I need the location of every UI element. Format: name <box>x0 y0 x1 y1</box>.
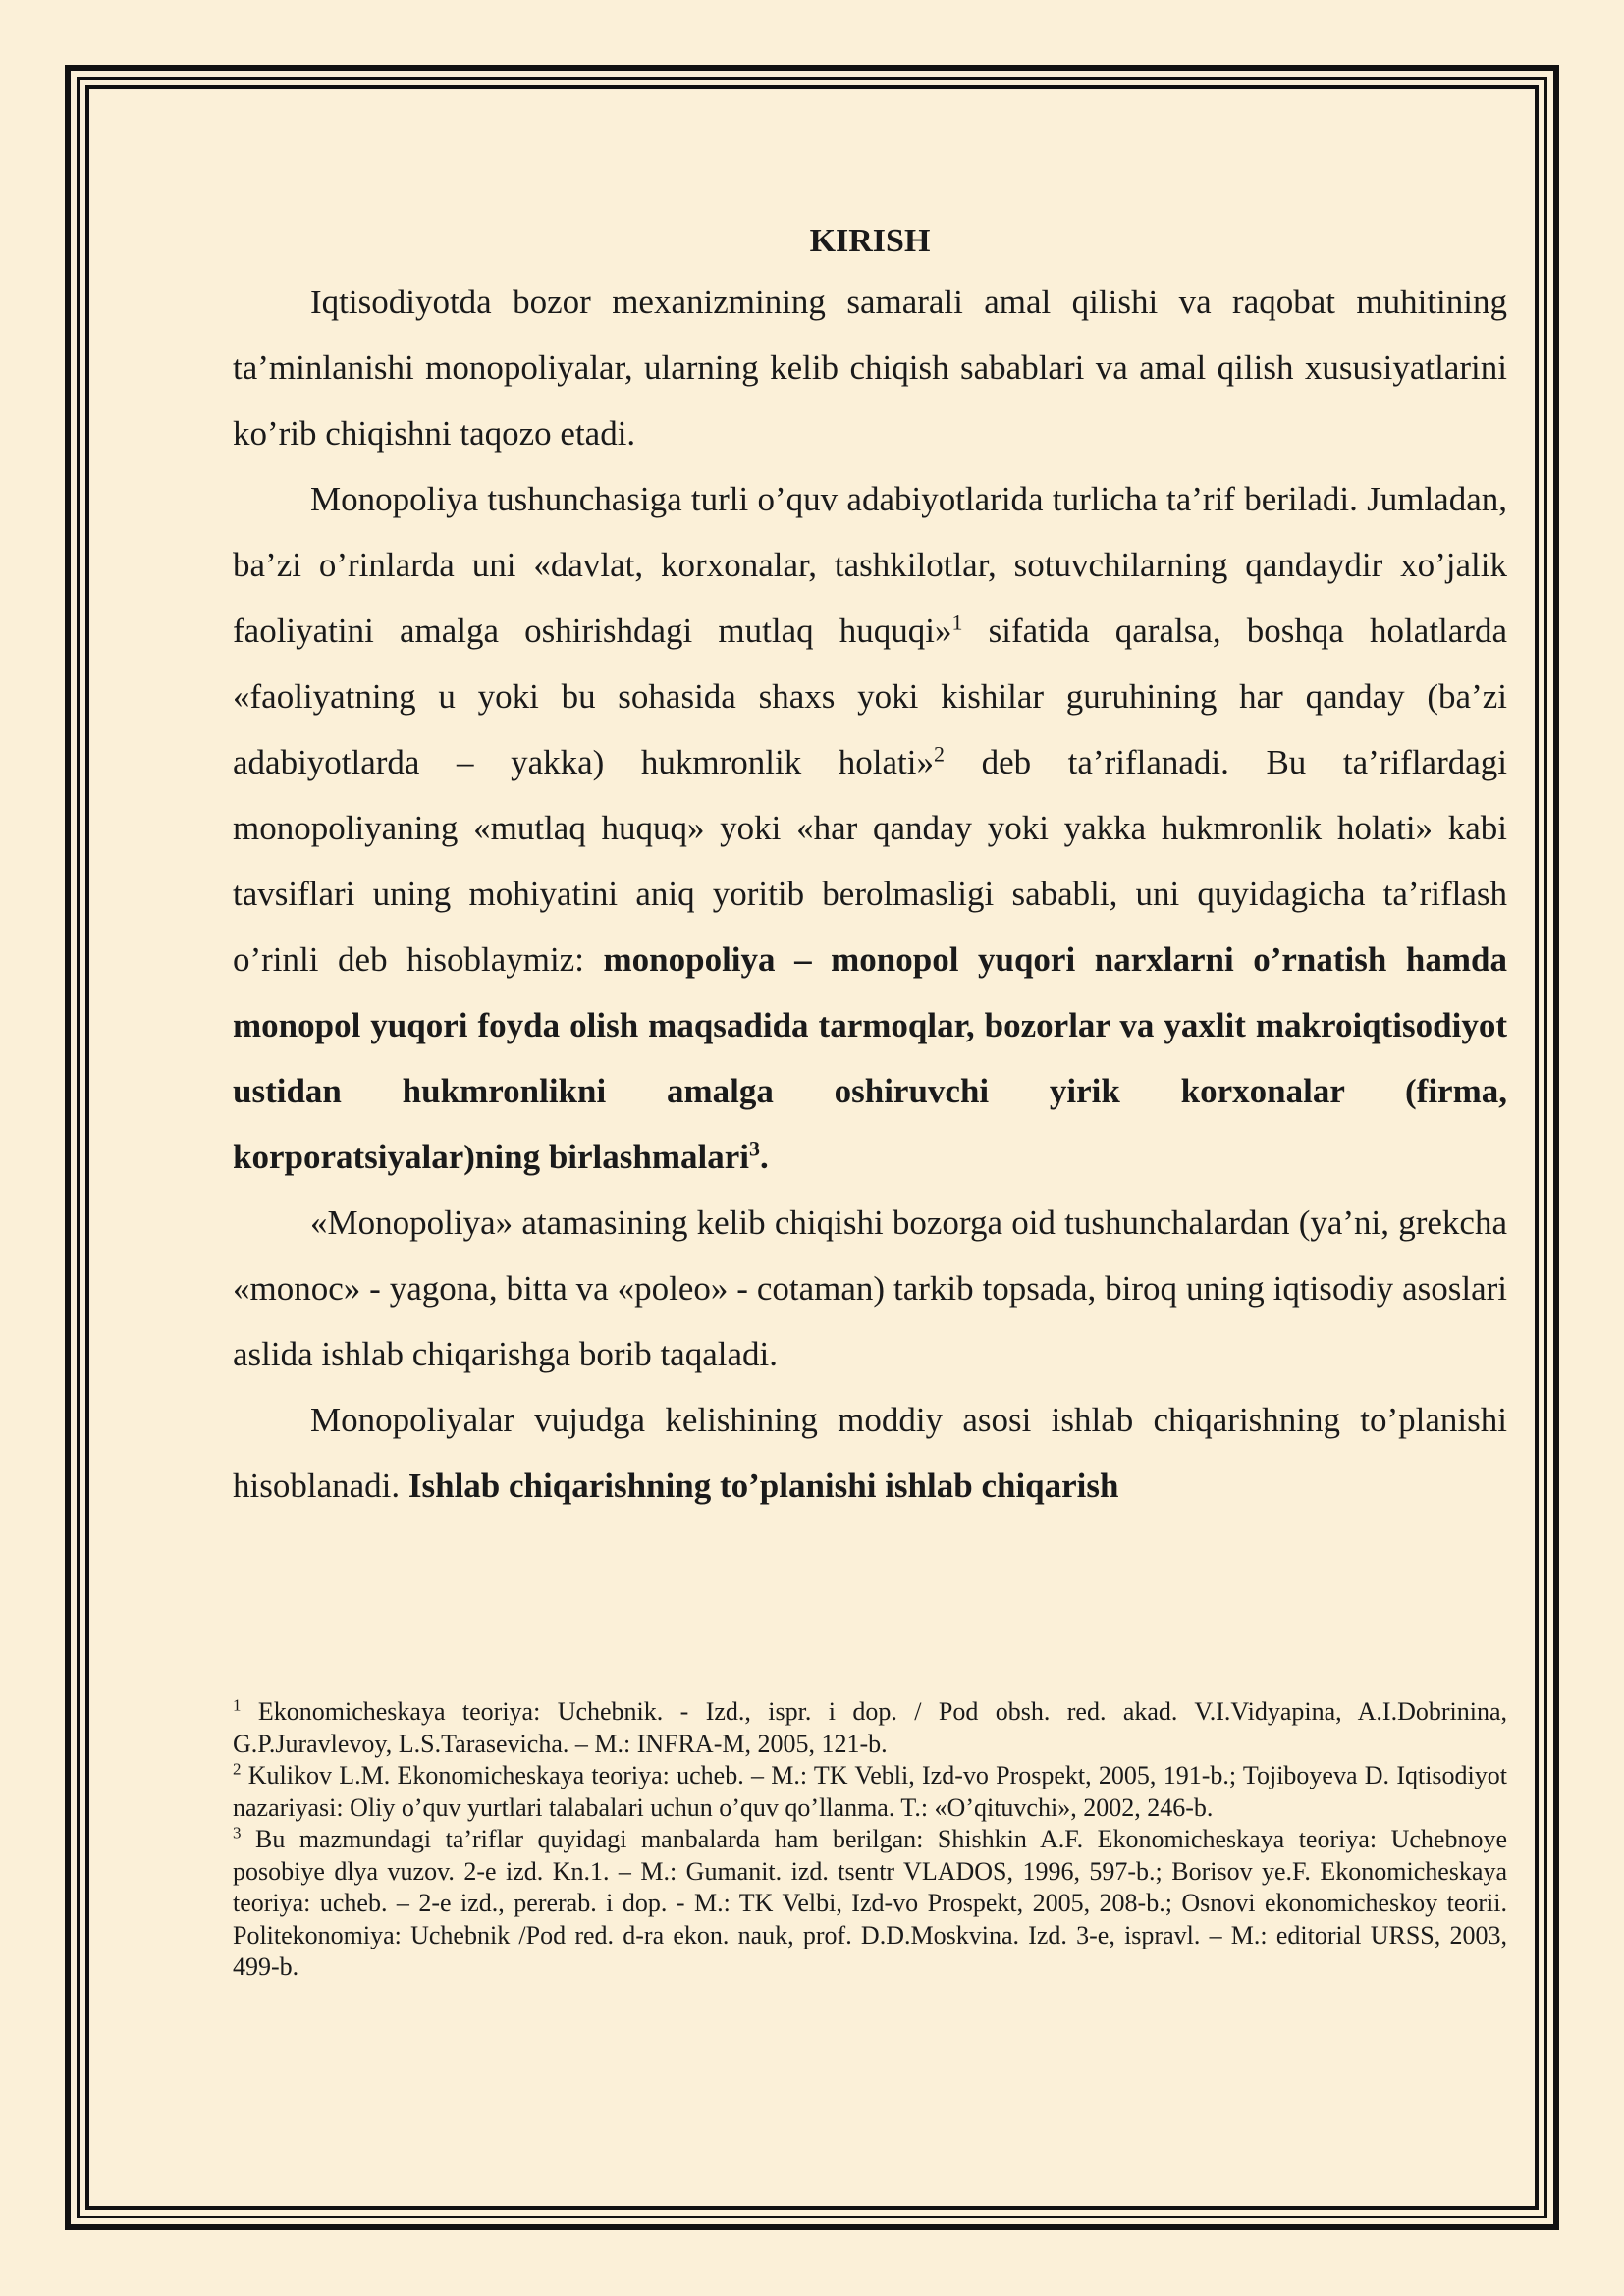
paragraph-2-text-b: sifatida qaralsa, boshqa holatlarda «faoliyatning u yoki bu sohasida shaxs yoki kishilar guruhining har qanday (ba’zi adabiyotlarda – yakka) hukmronlik holati» <box>233 612 1507 781</box>
footnote-text: Kulikov L.M. Ekonomicheskaya teoriya: ucheb. – M.: TK Vebli, Izd-vo Prospekt, 2005, 191-b.; Tojiboyeva D. Iqtisodiyot nazariyasi: Oliy o’quv yurtlari talabalari uchun o’quv qo’llanma. T.: «O’qituvchi», 2002, 246-b. <box>233 1761 1507 1822</box>
footnote-ref-3: 3 <box>749 1136 760 1161</box>
paragraph-2-text-a: Monopoliya tushunchasiga turli o’quv adabiyotlarida turlicha ta’rif beriladi. Jumladan, ba’zi o’rinlarda uni «davlat, korxonalar, tashkilotlar, sotuvchilarning qandaydir xo’jalik faoliyatini amalga oshirishdagi mutlaq huquqi» <box>233 480 1507 650</box>
footnote-3 <box>233 1824 1507 1984</box>
footnote-ref-2: 2 <box>934 741 945 767</box>
footnote-text: Bu mazmundagi ta’riflar quyidagi manbalarda ham berilgan: Shishkin A.F. Ekonomicheskaya teoriya: Uchebnoye posobiye dlya vuzov. 2-e izd. Kn.1. – M.: Gumanit. izd. tsentr VLADOS, 1996, 597-b.; Borisov ye.F. Ekonomicheskaya teoriya: ucheb. – 2-e izd., pererab. i dop. - M.: TK Velbi, Izd-vo Prospekt, 2005, 208-b.; Osnovi ekonomicheskoy teorii. Politekonomiya: Uchebnik /Pod red. d-ra ekon. nauk, prof. D.D.Moskvina. Izd. 3-e, ispravl. – M.: editorial URSS, 2003, 499-b. <box>233 1825 1507 1981</box>
footnote-number: 2 <box>233 1759 242 1779</box>
document-body <box>233 218 1507 1519</box>
footnotes <box>233 1682 1507 1984</box>
monopoly-definition: monopoliya – monopol yuqori narxlarni o’rnatish hamda monopol yuqori foyda olish maqsadida tarmoqlar, bozorlar va yaxlit makroiqtisodiyot ustidan hukmronlikni amalga oshiruvchi yirik korxonalar (firma, korporatsiyalar)ning birlashmalari <box>233 940 1507 1176</box>
paragraph-4-bold: Ishlab chiqarishning to’planishi ishlab chiqarish <box>407 1467 1119 1505</box>
paragraph-4 <box>233 1387 1507 1519</box>
footnote-1 <box>233 1696 1507 1760</box>
footnote-number: 3 <box>233 1823 242 1842</box>
paragraph-2 <box>233 466 1507 1190</box>
definition-end-period: . <box>760 1138 769 1176</box>
footnote-text: Ekonomicheskaya teoriya: Uchebnik. - Izd., ispr. i dop. / Pod obsh. red. akad. V.I.Vidyapina, A.I.Dobrinina, G.P.Juravlevoy, L.S.Tarasevicha. – M.: INFRA-M, 2005, 121-b. <box>233 1697 1507 1758</box>
page-title: KIRISH <box>809 223 931 259</box>
paragraph-3 <box>233 1190 1507 1387</box>
paragraph-1-text: Iqtisodiyotda bozor mexanizmining samarali amal qilishi va raqobat muhitining ta’minlanishi monopoliyalar, ularning kelib chiqish sabablari va amal qilish xususiyatlarini ko’rib chiqishni taqozo etadi. <box>233 283 1507 453</box>
footnote-number: 1 <box>233 1695 242 1715</box>
paragraph-4-text: Monopoliyalar vujudga kelishining moddiy asosi ishlab chiqarishning to’planishi hisoblanadi. <box>233 1401 1507 1505</box>
paragraph-3-text: «Monopoliya» atamasining kelib chiqishi bozorga oid tushunchalardan (ya’ni, grekcha «monoc» - yagona, bitta va «poleo» - cotaman) tarkib topsada, biroq uning iqtisodiy asoslari aslida ishlab chiqarishga borib taqaladi. <box>233 1203 1507 1373</box>
paragraph-2-text-c: deb ta’riflanadi. Bu ta’riflardagi monopoliyaning «mutlaq huquq» yoki «har qanday yoki yakka hukmronlik holati» kabi tavsiflari uning mohiyatini aniq yoritib berolmasligi sababli, uni quyidagicha ta’riflash o’rinli deb hisoblaymiz: <box>233 743 1507 979</box>
paragraph-1 <box>233 269 1507 466</box>
footnote-2 <box>233 1760 1507 1824</box>
footnote-ref-1: 1 <box>951 610 963 635</box>
